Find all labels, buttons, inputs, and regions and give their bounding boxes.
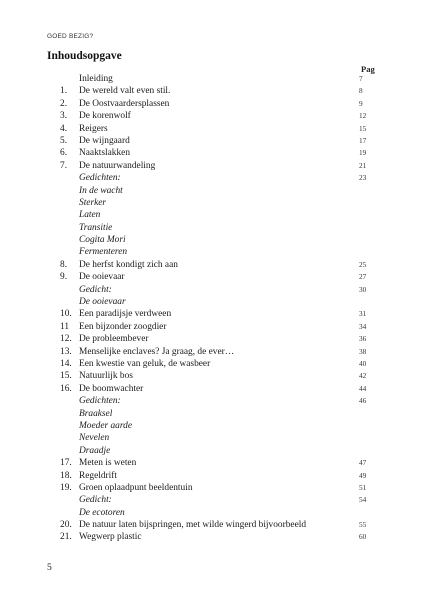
- toc-entry-title: Een bijzonder zoogdier: [79, 321, 167, 332]
- toc-entry-title: De wijngaard: [79, 135, 130, 146]
- toc-entry-title: De ooievaar: [79, 272, 125, 283]
- toc-entry-title: Nevelen: [79, 433, 110, 444]
- toc-entry-number: 15.: [60, 371, 72, 382]
- toc-entry: [0, 531, 425, 543]
- toc-entry: [0, 197, 425, 209]
- page-column-header: Pag: [361, 64, 375, 74]
- toc-entry: [0, 147, 425, 159]
- toc-entry-page: 27: [359, 272, 367, 282]
- toc-entry: [0, 370, 425, 382]
- toc-entry-title: De probleembever: [79, 334, 149, 345]
- toc-entry-title: De wereld valt even stil.: [79, 86, 171, 97]
- toc-entry-page: 47: [359, 458, 367, 468]
- toc-entry-number: 21.: [60, 532, 72, 543]
- toc-entry: [0, 284, 425, 296]
- toc-entry: [0, 271, 425, 283]
- toc-entry-page: 15: [359, 123, 367, 133]
- toc-entry-page: 8: [359, 86, 363, 96]
- toc-entry-number: 11: [60, 321, 70, 332]
- toc-entry-page: 49: [359, 470, 367, 480]
- toc-entry-page: 54: [359, 495, 367, 505]
- toc-entry-page: 55: [359, 520, 367, 530]
- toc-entry-number: 14.: [60, 358, 72, 369]
- toc-entry-title: Braaksel: [79, 408, 113, 419]
- toc-entry-number: 3.: [60, 111, 68, 122]
- toc-entry-number: 12.: [60, 334, 72, 345]
- table-of-contents: [0, 73, 425, 544]
- toc-entry-number: 4.: [60, 123, 68, 134]
- toc-entry-title: Gedicht:: [79, 284, 112, 295]
- toc-entry-title: Gedicht:: [79, 495, 112, 506]
- toc-entry: [0, 507, 425, 519]
- toc-entry-page: 12: [359, 111, 367, 121]
- toc-entry: [0, 185, 425, 197]
- toc-entry-title: De ecotoren: [79, 507, 125, 518]
- toc-entry-page: 44: [359, 383, 367, 393]
- toc-entry-title: Een paradijsje verdween: [79, 309, 172, 320]
- toc-entry: [0, 246, 425, 258]
- toc-entry: [0, 98, 425, 110]
- toc-entry-page: 42: [359, 371, 367, 381]
- toc-entry-page: 40: [359, 358, 367, 368]
- toc-entry-page: 25: [359, 259, 367, 269]
- toc-entry: [0, 259, 425, 271]
- toc-entry: [0, 432, 425, 444]
- toc-entry: [0, 85, 425, 97]
- toc-entry: [0, 172, 425, 184]
- toc-entry-page: 19: [359, 148, 367, 158]
- toc-entry: [0, 123, 425, 135]
- toc-entry: [0, 457, 425, 469]
- toc-entry-number: 19.: [60, 482, 72, 493]
- toc-entry: [0, 482, 425, 494]
- toc-entry-title: Reigers: [79, 123, 108, 134]
- toc-entry-title: Wegwerp plastic: [79, 532, 142, 543]
- toc-entry: [0, 346, 425, 358]
- toc-entry: [0, 308, 425, 320]
- toc-entry-title: In de wacht: [79, 185, 123, 196]
- toc-entry-title: Een kwestie van geluk, de wasbeer: [79, 358, 211, 369]
- toc-entry-title: Inleiding: [79, 74, 113, 84]
- toc-entry-number: 13.: [60, 346, 72, 357]
- toc-entry: [0, 494, 425, 506]
- toc-entry-page: 23: [359, 173, 367, 183]
- toc-entry-title: Cogita Mori: [79, 235, 126, 246]
- toc-entry: [0, 445, 425, 457]
- toc-entry-title: Fermenteren: [79, 247, 128, 258]
- toc-entry-page: 17: [359, 135, 367, 145]
- toc-entry: [0, 160, 425, 172]
- toc-entry-title: De Oostvaardersplassen: [79, 98, 170, 109]
- toc-entry-title: Menselijke enclaves? Ja graag, de ever…: [79, 346, 235, 357]
- toc-entry: [0, 358, 425, 370]
- toc-entry-title: De natuur laten bijspringen, met wilde wingerd bijvoorbeeld: [79, 520, 307, 531]
- toc-entry-title: Meten is weten: [79, 458, 137, 469]
- toc-entry-page: 9: [359, 98, 363, 108]
- toc-entry-page: 31: [359, 309, 367, 319]
- toc-entry-number: 17.: [60, 458, 72, 469]
- running-head: GOED BEZIG?: [47, 33, 94, 40]
- toc-entry: [0, 395, 425, 407]
- toc-entry-title: De herfst kondigt zich aan: [79, 259, 178, 270]
- toc-entry-title: Naaktslakken: [79, 148, 131, 159]
- toc-entry: [0, 110, 425, 122]
- toc-entry-title: Groen oplaadpunt beeldentuin: [79, 482, 193, 493]
- toc-entry-title: De korenwolf: [79, 111, 131, 122]
- toc-entry-page: 30: [359, 284, 367, 294]
- toc-entry: [0, 321, 425, 333]
- toc-entry-page: 38: [359, 346, 367, 356]
- toc-entry-number: 20.: [60, 520, 72, 531]
- toc-entry-number: 1.: [60, 86, 68, 97]
- toc-entry-page: 34: [359, 321, 367, 331]
- toc-entry-title: Moeder aarde: [79, 420, 133, 431]
- toc-entry-title: Transitie: [79, 222, 113, 233]
- toc-entry: [0, 222, 425, 234]
- toc-entry: [0, 209, 425, 221]
- toc-entry-page: 46: [359, 396, 367, 406]
- toc-entry-page: 21: [359, 160, 367, 170]
- toc-entry-title: De boomwachter: [79, 383, 144, 394]
- toc-entry-page: 51: [359, 482, 367, 492]
- toc-entry: [0, 73, 425, 85]
- toc-entry: [0, 470, 425, 482]
- toc-entry-number: 16.: [60, 383, 72, 394]
- toc-entry-title: Natuurlijk bos: [79, 371, 133, 382]
- toc-entry-title: De natuurwandeling: [79, 160, 156, 171]
- toc-entry-number: 8.: [60, 259, 68, 270]
- toc-entry-title: Draadje: [79, 445, 111, 456]
- toc-entry: [0, 333, 425, 345]
- toc-entry: [0, 234, 425, 246]
- toc-entry-page: 36: [359, 334, 367, 344]
- toc-entry-title: De ooievaar: [79, 297, 126, 308]
- toc-entry: [0, 408, 425, 420]
- toc-entry: [0, 383, 425, 395]
- toc-entry-number: 10.: [60, 309, 72, 320]
- toc-entry-number: 2.: [60, 98, 68, 109]
- toc-entry-title: Regeldrift: [79, 470, 118, 481]
- toc-entry: [0, 420, 425, 432]
- toc-entry-title: Sterker: [79, 197, 107, 208]
- page-number: 5: [47, 563, 52, 573]
- toc-entry-number: 9.: [60, 272, 68, 283]
- page-title: Inhoudsopgave: [47, 50, 122, 62]
- toc-entry: [0, 296, 425, 308]
- toc-entry-number: 18.: [60, 470, 72, 481]
- toc-entry: [0, 135, 425, 147]
- toc-entry-page: 7: [359, 74, 363, 83]
- toc-entry-title: Gedichten:: [79, 173, 121, 184]
- toc-entry-page: 60: [359, 532, 367, 542]
- toc-entry-title: Gedichten:: [79, 396, 121, 407]
- toc-entry-title: Laten: [79, 210, 101, 221]
- toc-entry-number: 5.: [60, 135, 68, 146]
- toc-entry-number: 6.: [60, 148, 68, 159]
- toc-entry: [0, 519, 425, 531]
- toc-entry-number: 7.: [60, 160, 68, 171]
